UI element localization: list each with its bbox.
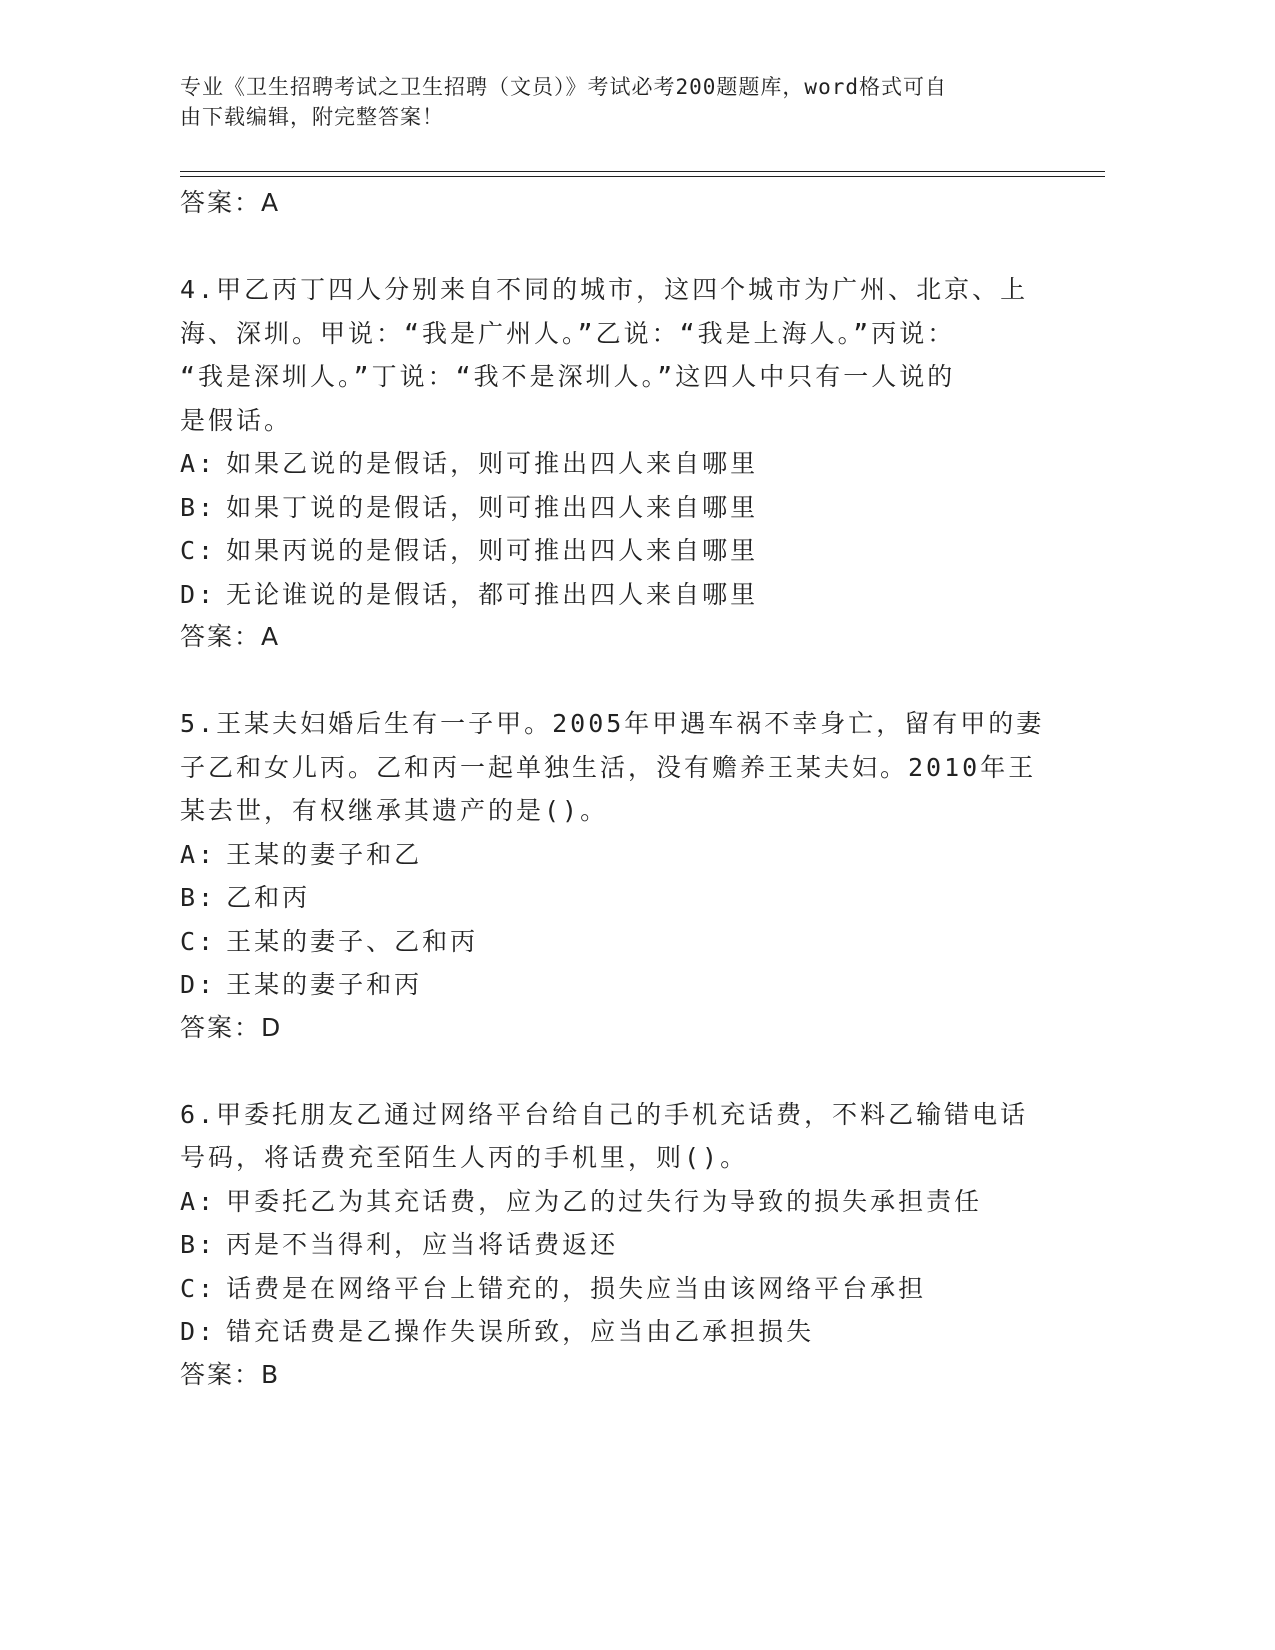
answer-label: 答案： <box>180 1359 262 1389</box>
question-5 <box>180 702 1045 1049</box>
question-stem-line: 4.甲乙丙丁四人分别来自不同的城市，这四个城市为广州、北京、上 <box>180 275 1029 304</box>
answer-value: D <box>261 1012 283 1042</box>
option-c <box>180 920 1040 964</box>
option-key: C: <box>180 1273 217 1303</box>
header-rule-top <box>180 171 1105 172</box>
option-key: B: <box>180 492 217 522</box>
question-stem-line: 海、深圳。甲说：“我是广州人。”乙说：“我是上海人。”丙说： <box>180 318 956 348</box>
option-c <box>180 1267 1040 1311</box>
option-key: A: <box>180 449 217 478</box>
question-stem-line: 是假话。 <box>180 405 293 435</box>
option-text: 话费是在网络平台上错充的，损失应当由该网络平台承担 <box>226 1273 927 1303</box>
option-key: D: <box>180 1317 217 1346</box>
option-key: A: <box>180 1186 217 1216</box>
option-key: D: <box>180 970 217 999</box>
answer-value: A <box>261 622 281 651</box>
answer-label: 答案： <box>180 188 262 217</box>
answer-label: 答案： <box>180 1012 262 1042</box>
option-b <box>180 486 1040 530</box>
option-key: B: <box>180 1230 217 1259</box>
option-d <box>180 573 1040 617</box>
answer-label: 答案： <box>180 622 262 651</box>
option-c <box>180 529 1040 573</box>
question-stem-line: 子乙和女儿丙。乙和丙一起单独生活，没有赡养王某夫妇。2010年王 <box>180 752 1037 782</box>
option-key: D: <box>180 579 217 609</box>
question-4 <box>180 268 1040 658</box>
answer-value: A <box>261 188 281 217</box>
option-text: 如果乙说的是假话，则可推出四人来自哪里 <box>226 449 759 478</box>
question-stem-line: 5.王某夫妇婚后生有一子甲。2005年甲遇车祸不幸身亡，留有甲的妻 <box>180 709 1045 738</box>
answer-line <box>180 1007 1040 1049</box>
question-stem-line: “我是深圳人。”丁说：“我不是深圳人。”这四人中只有一人说的 <box>180 362 956 391</box>
option-key: C: <box>180 926 217 956</box>
option-text: 甲委托乙为其充话费，应为乙的过失行为导致的损失承担责任 <box>226 1186 983 1216</box>
answer-value: B <box>261 1359 281 1389</box>
option-b <box>180 1223 1040 1267</box>
option-text: 王某的妻子和丙 <box>226 970 423 999</box>
option-text: 王某的妻子、乙和丙 <box>226 926 479 956</box>
option-a <box>180 442 1040 486</box>
header-line-1: 专业《卫生招聘考试之卫生招聘（文员）》考试必考200题题库，word格式可自 <box>180 75 947 99</box>
question-content <box>180 182 1045 1396</box>
option-d <box>180 963 1040 1007</box>
question-stem-line: 号码，将话费充至陌生人丙的手机里，则()。 <box>180 1143 749 1172</box>
option-key: B: <box>180 883 217 912</box>
question-stem-line: 6.甲委托朋友乙通过网络平台给自己的手机充话费，不料乙输错电话 <box>180 1099 1029 1129</box>
option-text: 丙是不当得利，应当将话费返还 <box>226 1230 619 1259</box>
question-stem-line: 某去世，有权继承其遗产的是()。 <box>180 796 609 825</box>
spacer <box>180 1049 1040 1093</box>
option-text: 乙和丙 <box>226 883 311 912</box>
option-text: 王某的妻子和乙 <box>226 839 423 869</box>
previous-answer <box>180 182 1040 224</box>
option-text: 如果丁说的是假话，则可推出四人来自哪里 <box>226 492 759 522</box>
option-b <box>180 876 1040 920</box>
document-header <box>180 72 1030 132</box>
header-rule-bottom <box>180 176 1105 177</box>
spacer <box>180 658 1040 702</box>
option-a <box>180 1180 1040 1224</box>
option-text: 无论谁说的是假话，都可推出四人来自哪里 <box>226 579 759 609</box>
option-a <box>180 833 1040 877</box>
option-key: C: <box>180 536 217 565</box>
option-text: 如果丙说的是假话，则可推出四人来自哪里 <box>226 536 759 565</box>
option-key: A: <box>180 839 217 869</box>
option-text: 错充话费是乙操作失误所致，应当由乙承担损失 <box>226 1317 815 1346</box>
header-line-2: 由下载编辑，附完整答案！ <box>180 105 444 129</box>
answer-line <box>180 1354 1040 1396</box>
question-6 <box>180 1093 1040 1396</box>
option-d <box>180 1310 1040 1354</box>
answer-line <box>180 616 1040 658</box>
